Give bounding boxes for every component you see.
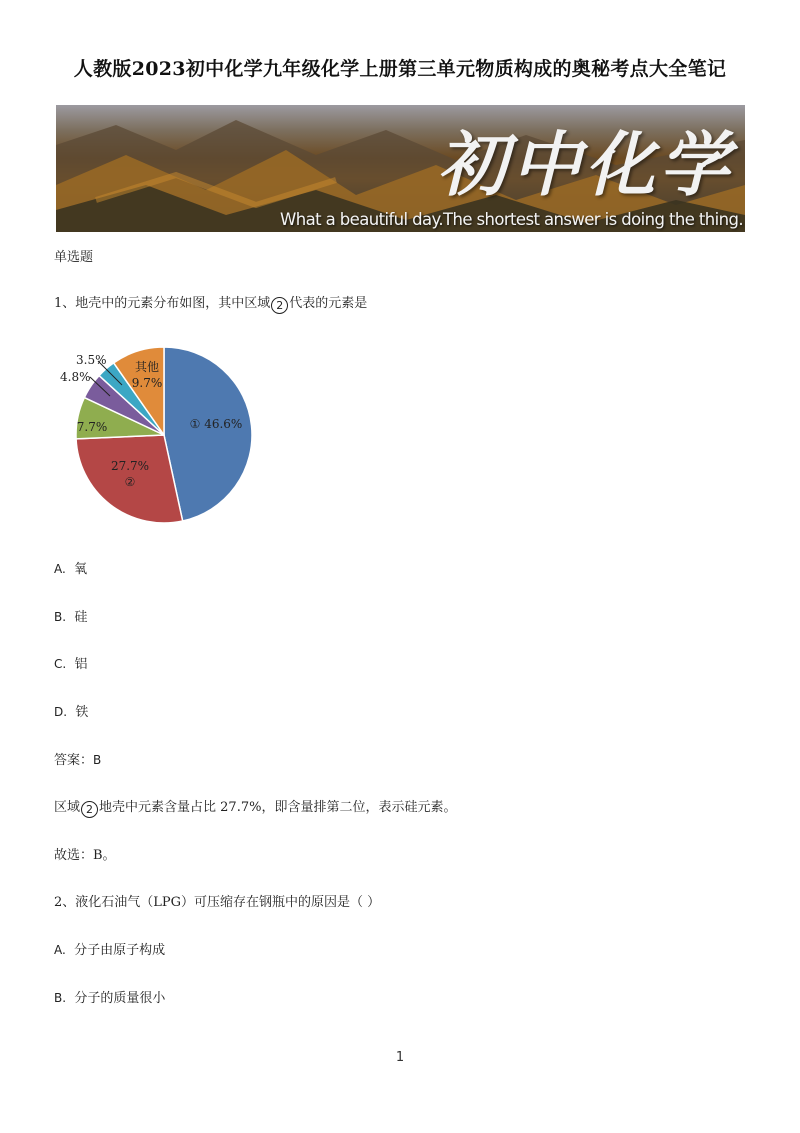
pie-label-4: 4.8% (60, 370, 91, 384)
circled-number: 2 (271, 297, 288, 314)
circled-number: 2 (81, 801, 98, 818)
question-1 (54, 292, 367, 314)
option-letter: B. (54, 991, 67, 1005)
option-text: 分子的质量很小 (74, 991, 166, 1006)
option-c[interactable] (54, 653, 87, 672)
answer-line (54, 749, 101, 768)
pie-label-3: 7.7% (76, 420, 108, 434)
option-text: 铁 (75, 705, 89, 720)
question-1-text-before: 1、地壳中的元素分布如图，其中区域 (54, 296, 271, 311)
answer-label: 答案： (54, 753, 94, 768)
q2-option-b[interactable] (54, 987, 165, 1006)
explanation-after: 地壳中元素含量占比 27.7%，即含量排第二位，表示硅元素。 (99, 800, 457, 815)
pie-label-5: 3.5% (76, 353, 107, 367)
option-d[interactable] (54, 701, 88, 720)
question-1-text-after: 代表的元素是 (289, 296, 368, 311)
option-letter: D. (54, 705, 68, 719)
option-letter: C. (54, 657, 67, 671)
pie-chart (52, 340, 262, 530)
banner-image (56, 105, 745, 232)
page-number: 1 (395, 1050, 405, 1065)
banner-slogan: What a beautiful day.The shortest answer is doing the thing. (280, 210, 743, 229)
banner-heading: 初中化学 (437, 123, 733, 206)
q2-option-a[interactable] (54, 939, 165, 958)
answer-value: B (93, 753, 102, 767)
option-letter: A. (54, 943, 66, 957)
page-title: 人教版2023初中化学九年级化学上册第三单元物质构成的奥秘考点大全笔记 (73, 58, 727, 80)
option-text: 硅 (74, 610, 88, 625)
explanation (54, 796, 456, 818)
option-letter: B. (54, 610, 67, 624)
explanation-before: 区域 (54, 800, 81, 815)
question-2: 2、液化石油气（LPG）可压缩存在钢瓶中的原因是（ ） (54, 895, 381, 910)
option-text: 铝 (74, 657, 88, 672)
option-text: 氧 (74, 562, 88, 577)
option-b[interactable] (54, 606, 87, 625)
option-a[interactable] (54, 558, 87, 577)
option-letter: A. (54, 562, 66, 576)
pie-label-2: 27.7% ② (110, 459, 150, 489)
option-text: 分子由原子构成 (74, 943, 166, 958)
section-label: 单选题 (54, 250, 94, 265)
pie-label-1: ① 46.6% (189, 417, 243, 431)
conclusion: 故选：B。 (54, 848, 116, 863)
pie-label-6: 其他 9.7% (131, 360, 163, 390)
